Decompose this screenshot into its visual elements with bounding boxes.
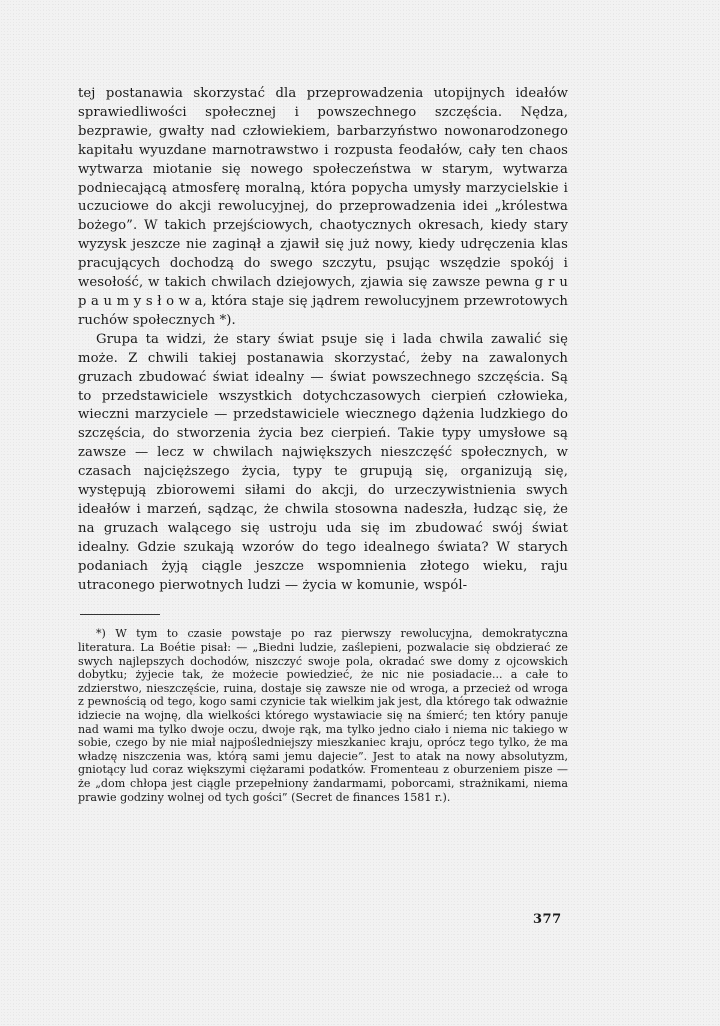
paragraph-1: tej postanawia skorzystać dla przeprowadzenia utopijnych ideałów sprawiedliwości społecznej i powszechnego szczęścia. Nędza, bezprawie, gwałty nad człowiekiem, barbarzyństwo nowonarodzonego kapitału wyuzdane marnotrawstwo i rozpusta feodałów, cały ten chaos wytwarza miotanie się nowego społeczeństwa w starym, wytwarza podniecającą atmosferę moralną, która popycha umysły marzycielskie i uczuciowe do akcji rewolucyjnej, do przeprowadzenia idei „królestwa bożego”. W takich przejściowych, chaotycznych okresach, kiedy stary wyzysk jeszcze nie zaginął a zjawił się już nowy, kiedy udręczenia klas pracujących dochodzą do swego szczytu, psując wszędzie spokój i wesołość, w takich chwilach dziejowych, zjawia się zawsze pewna g r u p a u m y s ł o w a, która staje się jądrem rewolucyjnem przewrotowych ruchów społecznych *). (78, 86, 568, 328)
footnote-text: *) W tym to czasie powstaje po raz pierwszy rewolucyjna, demokratyczna literatura. La Boétie pisał: — „Biedni ludzie, zaślepieni, pozwalacie się obdzierać ze swych najlepszych dochodów, niszczyć swoje pola, okradać swe domy z ojcowskich dobytku; żyjecie tak, że możecie powiedzieć, że nic nie posiadacie... a całe to zdzierstwo, nieszczęście, ruina, dostaje się zawsze nie od wroga, a przecież od wroga z pewnością od tego, kogo sami czynicie tak wielkim jak jest, dla którego tak odważnie idziecie na wojnę, dla wielkości którego wystawiacie się na śmierć; ten który panuje nad wami ma tylko dwoje oczu, dwoje rąk, ma tylko jedno ciało i niema nic takiego w sobie, czego by nie miał najpośledniejszy mieszkaniec kraju, oprócz tego tylko, że ma władzę niszczenia was, którą sami jemu dajecie”. Jest to atak na nowy absolutyzm, gniotący lud coraz większymi ciężarami podatków. Fromenteau z oburzeniem pisze — że „dom chłopa jest ciągle przepełniony żandarmami, poborcami, strażnikami, niema prawie godziny wolnej od tych gości” (Secret de finances 1581 r.). (78, 627, 568, 804)
book-page (78, 85, 568, 804)
page-number: 377 (533, 912, 562, 927)
paragraph-2: Grupa ta widzi, że stary świat psuje się i lada chwila zawalić się może. Z chwili takiej postanawia skorzystać, żeby na zawalonych gruzach zbudować świat idealny — świat powszechnego szczęścia. Są to przedstawiciele wszystkich dotychczasowych cierpień człowieka, wieczni marzyciele — przedstawiciele wiecznego dążenia ludzkiego do szczęścia, do stworzenia życia bez cierpień. Takie typy umysłowe są zawsze — lecz w chwilach największych nieszczęść społecznych, w czasach najcięższego życia, typy te grupują się, organizują się, występują zbiorowemi siłami do akcji, do urzeczywistnienia swych ideałów i marzeń, sądząc, że chwila stosowna nadeszła, łudząc się, że na gruzach walącego się ustroju uda się im zbudować swój świat idealny. Gdzie szukają wzorów do tego idealnego świata? W starych podaniach żyją ciągle jeszcze wspomnienia złotego wieku, raju utraconego pierwotnych ludzi — życia w komunie, wspól- (78, 331, 568, 593)
footnote-divider (80, 614, 160, 615)
main-text (78, 85, 568, 595)
footnote (78, 627, 568, 804)
